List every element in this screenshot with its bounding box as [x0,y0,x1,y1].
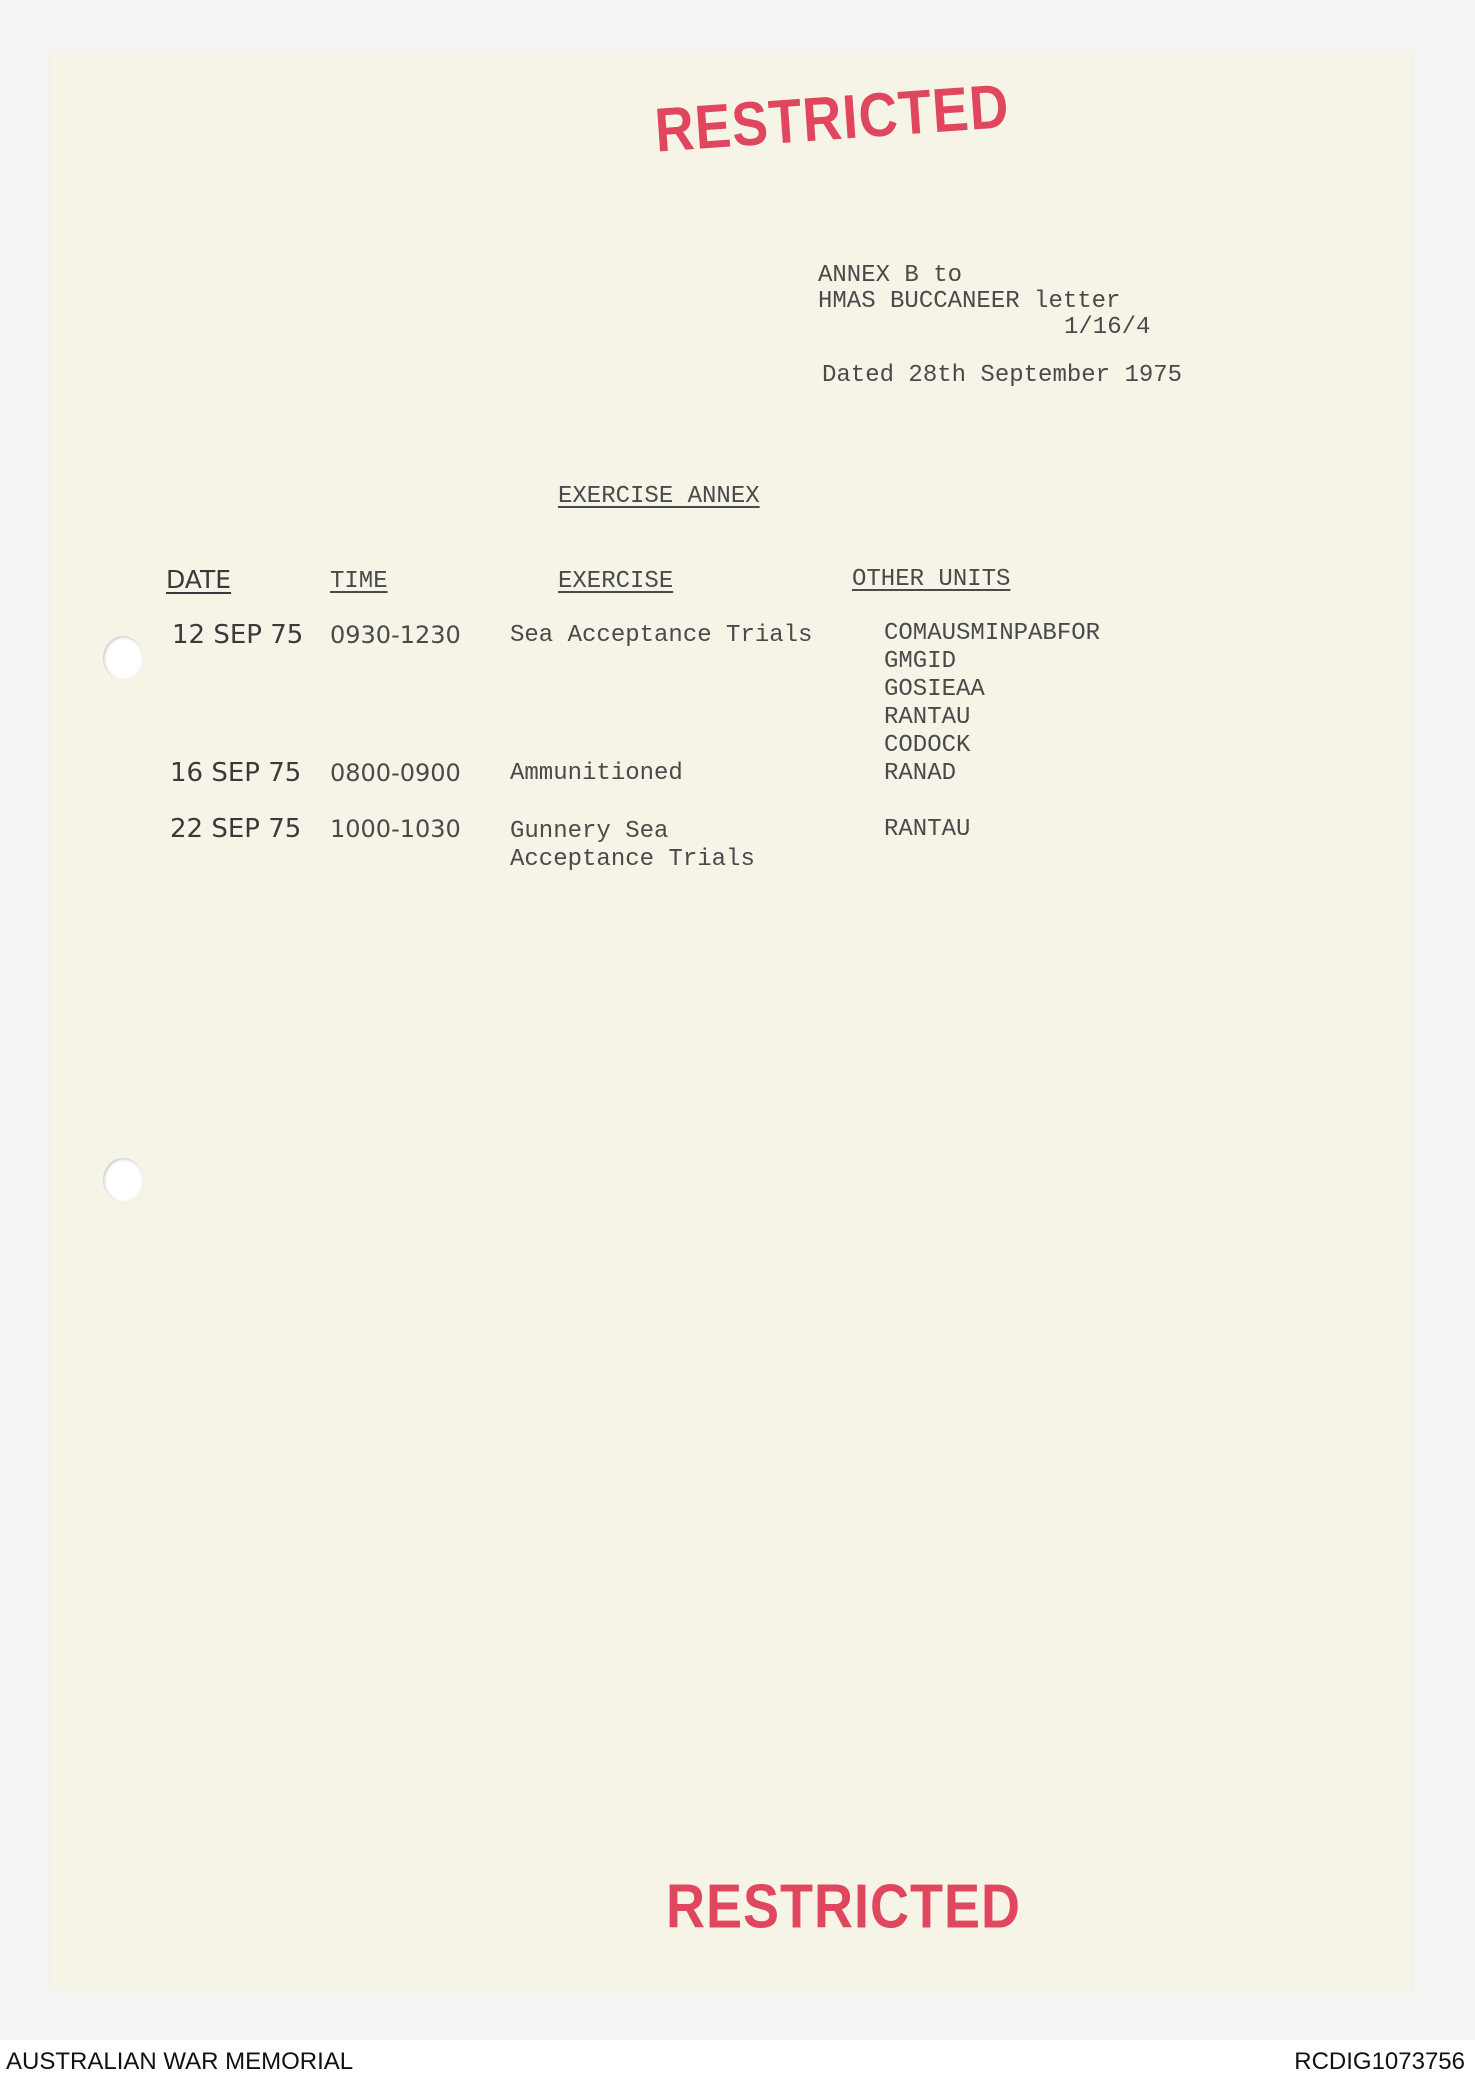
row-unit: RANTAU [884,816,971,843]
row-unit: RANTAU [884,704,971,731]
row-time: 0800-0900 [330,759,461,787]
header-time: TIME [330,568,388,595]
dated-line: Dated 28th September 1975 [822,362,1183,389]
footer-record-id: RCDIG1073756 [1294,2048,1465,2075]
restricted-stamp-top: RESTRICTED [652,71,1012,166]
row-time: 0930-1230 [330,621,461,649]
row-exercise: Ammunitioned [510,760,683,787]
row-exercise: Sea Acceptance Trials [510,622,813,649]
row-unit: COMAUSMINPABFOR [884,620,1101,647]
row-time: 1000-1030 [330,815,461,843]
row-unit: GMGID [884,648,957,675]
restricted-stamp-bottom: RESTRICTED [666,1872,1022,1942]
footer-archive-name: AUSTRALIAN WAR MEMORIAL [6,2048,354,2075]
header-other-units: OTHER UNITS [852,566,1011,593]
punch-hole-upper [103,636,143,680]
header-exercise: EXERCISE [558,568,674,595]
row-unit: CODOCK [884,732,971,759]
row-unit: RANAD [884,760,957,787]
row-date: 12 SEP 75 [172,620,304,650]
annex-line-3: 1/16/4 [1064,314,1151,341]
header-date: DATE [166,565,232,594]
annex-line-2: HMAS BUCCANEER letter [818,288,1121,315]
punch-hole-lower [103,1158,143,1202]
row-exercise: Gunnery Sea [510,818,669,845]
row-date: 16 SEP 75 [170,758,302,788]
document-page [50,52,1412,1990]
row-exercise-continued: Acceptance Trials [510,846,755,873]
row-unit: GOSIEAA [884,676,985,703]
row-date: 22 SEP 75 [170,814,302,844]
annex-line-1: ANNEX B to [818,262,963,289]
page-title: EXERCISE ANNEX [558,483,760,510]
